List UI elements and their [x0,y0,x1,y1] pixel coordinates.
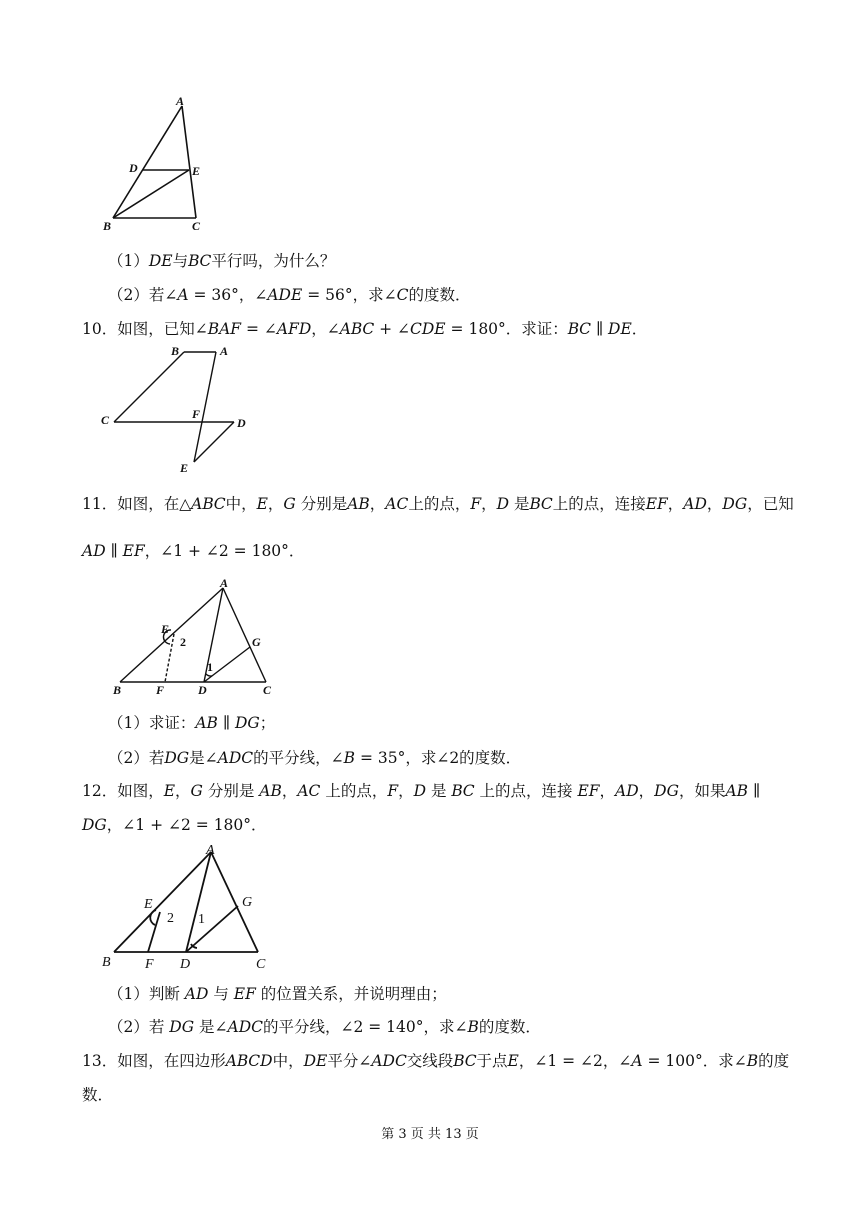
label-C: C [101,413,110,427]
label-B: B [113,683,122,697]
label-C: C [256,957,266,972]
label-F: F [145,957,154,972]
label-C: C [263,683,272,697]
angle-2-label: 2 [167,911,174,926]
label-A: A [176,94,185,108]
label-C: C [192,219,201,233]
problem13-stem-line1: 13．如图，在四边形𝐴𝐵𝐶𝐷中，𝐷𝐸平分∠𝐴𝐷𝐶交线段𝐵𝐶于点𝐸，∠1 = ∠2，∠𝐴 = 100°．求∠𝐵的度 [82,1052,790,1070]
label-F: F [192,407,201,421]
label-B: B [103,219,112,233]
problem12-stem-line2: 𝐷𝐺，∠1 + ∠2 = 180°． [82,816,267,834]
label-E: E [144,897,153,912]
label-B: B [102,955,111,970]
label-G: G [252,635,261,649]
figure-triangle-abc-11 [108,572,283,700]
problem12-stem-line1: 12．如图，𝐸，𝐺 分别是 𝐴𝐵，𝐴𝐶 上的点，𝐹，𝐷 是 𝐵𝐶 上的点，连接 𝐸𝐹，𝐴𝐷，𝐷𝐺，如果𝐴𝐵 ∥ [82,782,761,800]
angle-1-label: 1 [207,660,213,674]
label-G: G [242,895,253,910]
label-B: B [171,344,180,358]
figure-parallel-bc-de [96,340,261,480]
problem12-question1: （1）判断 𝐴𝐷 与 𝐸𝐹 的位置关系，并说明理由； [108,985,447,1003]
problem9-question2: （2）若∠𝐴 = 36°，∠𝐴𝐷𝐸 = 56°，求∠𝐶的度数． [108,286,471,304]
problem11-stem-line1: 11．如图，在△𝐴𝐵𝐶中，𝐸，𝐺 分别是𝐴𝐵，𝐴𝐶上的点，𝐹，𝐷 是𝐵𝐶上的点，连接𝐸𝐹，𝐴𝐷，𝐷𝐺，已知 [82,495,794,513]
label-D: D [237,416,246,430]
label-A: A [220,576,229,590]
label-E: E [180,461,189,475]
label-A: A [220,344,229,358]
problem10-stem: 10．如图，已知∠𝐵𝐴𝐹 = ∠𝐴𝐹𝐷，∠𝐴𝐵𝐶 + ∠𝐶𝐷𝐸 = 180°．求证：𝐵𝐶 ∥ 𝐷𝐸． [82,320,648,338]
figure-triangle-abc-12 [96,840,276,975]
problem11-stem-line2: 𝐴𝐷 ∥ 𝐸𝐹，∠1 + ∠2 = 180°． [82,542,305,560]
problem12-question2: （2）若 𝐷𝐺 是∠𝐴𝐷𝐶的平分线，∠2 = 140°，求∠𝐵的度数． [108,1018,541,1036]
problem13-stem-line2: 数． [82,1086,114,1104]
problem9-question1: （1）𝐷𝐸与𝐵𝐶平行吗，为什么？ [108,252,336,270]
label-E: E [161,622,170,636]
problem11-question2: （2）若𝐷𝐺是∠𝐴𝐷𝐶的平分线，∠𝐵 = 35°，求∠2的度数． [108,749,522,767]
problem11-question1: （1）求证：𝐴𝐵 ∥ 𝐷𝐺； [108,714,276,732]
angle-2-label: 2 [180,635,186,649]
label-F: F [156,683,165,697]
label-D: D [180,957,191,972]
page-footer: 第 3 页 共 13 页 [381,1127,479,1142]
label-D: D [129,161,138,175]
label-A: A [206,843,215,858]
label-E: E [192,164,201,178]
label-D: D [198,683,207,697]
angle-1-label: 1 [198,912,205,927]
figure-triangle-ade [100,92,220,237]
